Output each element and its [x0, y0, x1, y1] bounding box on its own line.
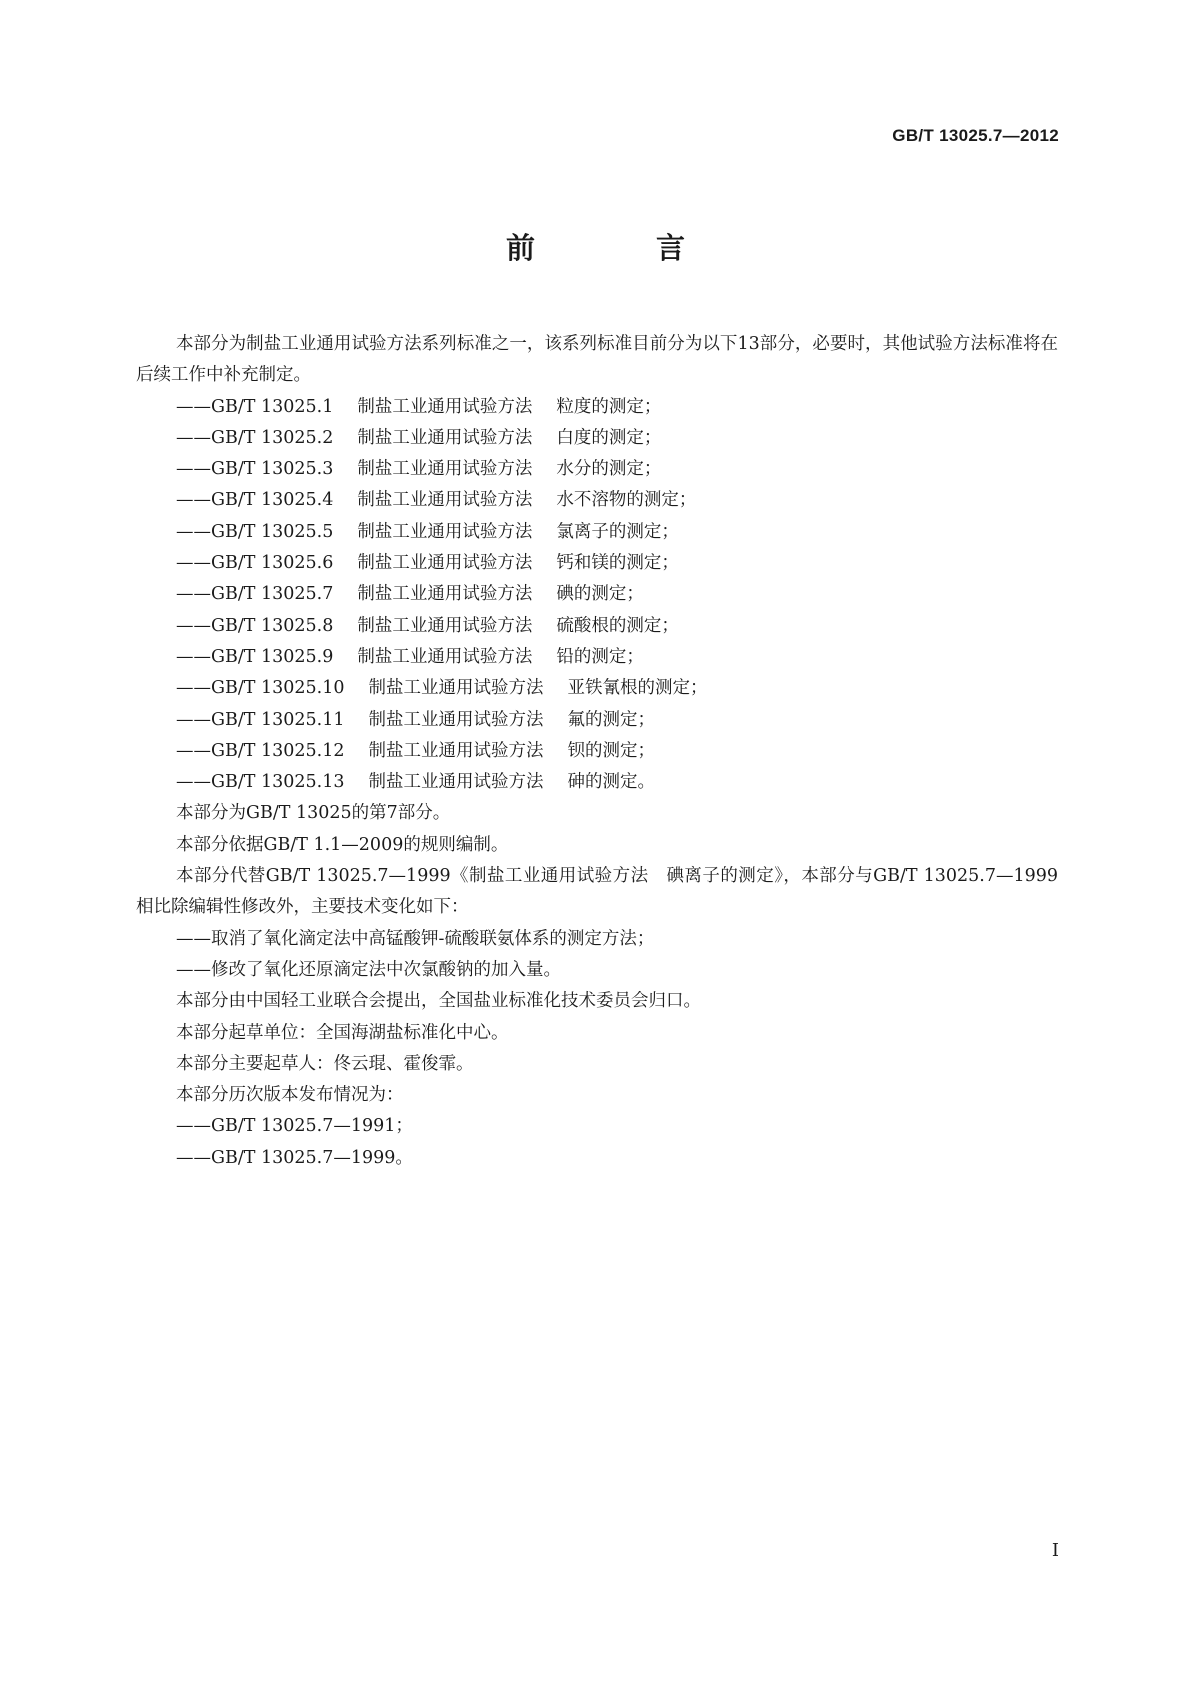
changes-list: [136, 924, 1058, 987]
page-title: 前 言: [505, 231, 731, 265]
list-item: ——修改了氧化还原滴定法中次氯酸钠的加入量。: [176, 959, 561, 980]
list-item: ——GB/T 13025.13 制盐工业通用试验方法 砷的测定。: [176, 772, 655, 793]
list-item: ——GB/T 13025.6 制盐工业通用试验方法 钙和镁的测定；: [176, 553, 679, 574]
list-item: ——GB/T 13025.1 制盐工业通用试验方法 粒度的测定；: [176, 396, 662, 417]
part-statement: 本部分为GB/T 13025的第7部分。: [176, 803, 451, 824]
page-number: I: [1051, 1540, 1059, 1561]
history-list: [136, 1111, 1058, 1174]
list-item: ——GB/T 13025.12 制盐工业通用试验方法 钡的测定；: [176, 740, 655, 761]
list-item: ——GB/T 13025.7—1999。: [176, 1147, 413, 1168]
list-item: ——GB/T 13025.7 制盐工业通用试验方法 碘的测定；: [176, 584, 644, 605]
drafting-unit-paragraph: 本部分起草单位：全国海湖盐标准化中心。: [176, 1022, 509, 1043]
drafters-paragraph: 本部分主要起草人：佟云琨、霍俊霏。: [176, 1053, 474, 1074]
document-body: [136, 329, 1058, 1174]
list-item: ——GB/T 13025.8 制盐工业通用试验方法 硫酸根的测定；: [176, 615, 679, 636]
standard-code-header: GB/T 13025.7—2012: [892, 126, 1059, 145]
proposer-paragraph: 本部分由中国轻工业联合会提出，全国盐业标准化技术委员会归口。: [176, 991, 701, 1012]
intro-paragraph: 本部分为制盐工业通用试验方法系列标准之一，该系列标准目前分为以下13部分，必要时，其他试验方法标准将在后续工作中补充制定。: [136, 334, 1058, 386]
list-item: ——GB/T 13025.11 制盐工业通用试验方法 氟的测定；: [176, 709, 655, 730]
list-item: ——GB/T 13025.7—1991；: [176, 1116, 413, 1137]
list-item: ——GB/T 13025.9 制盐工业通用试验方法 铅的测定；: [176, 646, 644, 667]
history-intro: 本部分历次版本发布情况为：: [176, 1085, 404, 1106]
series-list: [136, 392, 1058, 799]
list-item: ——GB/T 13025.10 制盐工业通用试验方法 亚铁氰根的测定；: [176, 678, 708, 699]
list-item: ——取消了氧化滴定法中高锰酸钾-硫酸联氨体系的测定方法；: [176, 928, 655, 949]
list-item: ——GB/T 13025.3 制盐工业通用试验方法 水分的测定；: [176, 459, 662, 480]
list-item: ——GB/T 13025.2 制盐工业通用试验方法 白度的测定；: [176, 427, 662, 448]
drafting-rule: 本部分依据GB/T 1.1—2009的规则编制。: [176, 834, 509, 855]
list-item: ——GB/T 13025.4 制盐工业通用试验方法 水不溶物的测定；: [176, 490, 697, 511]
replacement-paragraph: 本部分代替GB/T 13025.7—1999《制盐工业通用试验方法 碘离子的测定》，本部分与GB/T 13025.7—1999相比除编辑性修改外，主要技术变化如下：: [136, 866, 1058, 918]
list-item: ——GB/T 13025.5 制盐工业通用试验方法 氯离子的测定；: [176, 521, 679, 542]
